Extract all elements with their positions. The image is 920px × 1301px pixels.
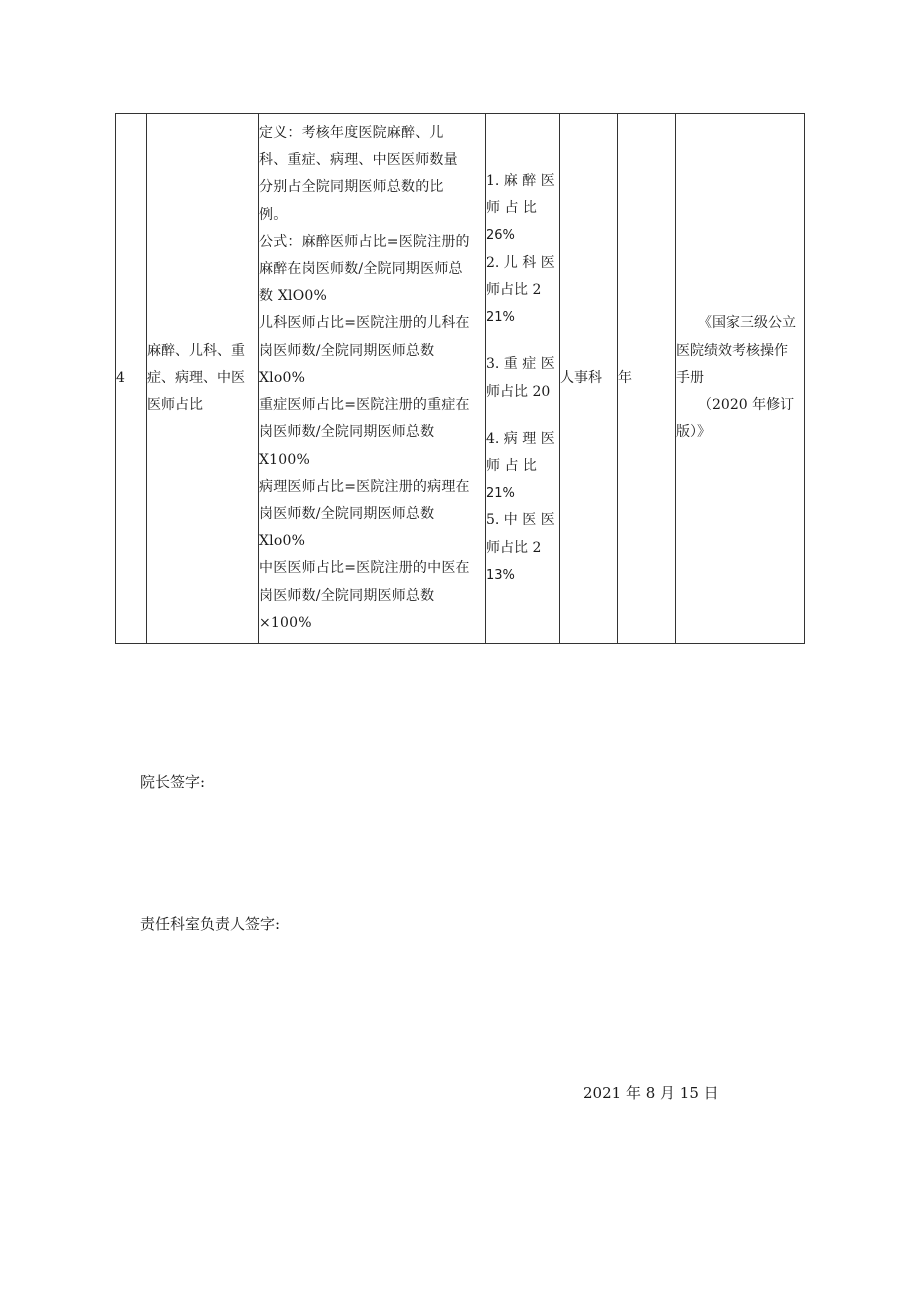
indicator-name-line: 麻醉、儿科、重 bbox=[147, 342, 245, 359]
indicator-name-cell bbox=[147, 114, 259, 644]
formula-line: X100% bbox=[259, 451, 310, 468]
formula-line: 公式：麻醉医师占比=医院注册的 bbox=[259, 233, 470, 250]
formula-line: 中医医师占比=医院注册的中医在 bbox=[259, 560, 470, 577]
target-gap bbox=[486, 406, 559, 426]
target-line: 师 占 比 bbox=[486, 200, 537, 217]
indicator-name-line: 医师占比 bbox=[147, 397, 203, 414]
frequency-cell bbox=[618, 114, 676, 644]
source-line: 《国家三级公立 bbox=[698, 315, 796, 332]
target-line: 师占比 2 bbox=[486, 281, 542, 298]
frequency: 年 bbox=[618, 369, 632, 386]
formula-line: 儿科医师占比=医院注册的儿科在 bbox=[259, 315, 470, 332]
source-cell bbox=[676, 114, 805, 644]
target-gap bbox=[486, 331, 559, 351]
table-row bbox=[116, 114, 805, 644]
formula-line: 数 XlO0% bbox=[259, 288, 327, 305]
formula-line: 岗医师数/全院同期医师总数 bbox=[259, 587, 435, 604]
definition-line: 分别占全院同期医师总数的比 bbox=[259, 179, 444, 196]
target-line: 2. 儿 科 医 bbox=[486, 254, 555, 271]
department-cell bbox=[560, 114, 618, 644]
definition-line: 定义：考核年度医院麻醉、儿 bbox=[259, 125, 444, 142]
signature-date: 2021 年 8 月 15 日 bbox=[583, 1084, 719, 1102]
formula-line: ×100% bbox=[259, 614, 312, 631]
indicator-table bbox=[115, 113, 805, 644]
target-line: 师 占 比 bbox=[486, 457, 537, 474]
target-cell bbox=[486, 114, 560, 644]
definition-line: 科、重症、病理、中医医师数量 bbox=[259, 152, 458, 169]
source-line: 医院绩效考核操作 bbox=[676, 342, 788, 359]
department-head-signature-label: 责任科室负责人签字: bbox=[140, 915, 281, 933]
target-value: 21% bbox=[486, 310, 515, 326]
target-value: 13% bbox=[486, 567, 515, 583]
target-line: 3. 重 症 医 bbox=[486, 356, 555, 373]
formula-line: Xlo0% bbox=[259, 533, 306, 550]
formula-line: 麻醉在岗医师数/全院同期医师总 bbox=[259, 261, 463, 278]
row-number-cell bbox=[116, 114, 147, 644]
target-value: 26% bbox=[486, 228, 515, 244]
row-number: 4 bbox=[116, 369, 125, 386]
source-line: 手册 bbox=[676, 369, 704, 386]
formula-line: 岗医师数/全院同期医师总数 bbox=[259, 424, 435, 441]
department: 人事科 bbox=[560, 369, 602, 386]
formula-line: 岗医师数/全院同期医师总数 bbox=[259, 342, 435, 359]
target-line: 5. 中 医 医 bbox=[486, 512, 555, 529]
formula-line: 重症医师占比=医院注册的重症在 bbox=[259, 397, 470, 414]
source-line: 版）》 bbox=[676, 424, 711, 441]
source-line: （2020 年修订 bbox=[698, 397, 795, 414]
target-line: 4. 病 理 医 bbox=[486, 430, 555, 447]
target-line: 1. 麻 醉 医 bbox=[486, 173, 555, 190]
target-line: 师占比 20 bbox=[486, 383, 551, 400]
indicator-name-line: 症、病理、中医 bbox=[147, 369, 245, 386]
definition-cell bbox=[259, 114, 486, 644]
target-value: 21% bbox=[486, 486, 515, 502]
formula-line: 岗医师数/全院同期医师总数 bbox=[259, 505, 435, 522]
formula-line: Xlo0% bbox=[259, 369, 306, 386]
definition-line: 例。 bbox=[259, 206, 288, 223]
formula-line: 病理医师占比=医院注册的病理在 bbox=[259, 478, 470, 495]
president-signature-label: 院长签字: bbox=[140, 773, 206, 791]
target-line: 师占比 2 bbox=[486, 539, 542, 556]
